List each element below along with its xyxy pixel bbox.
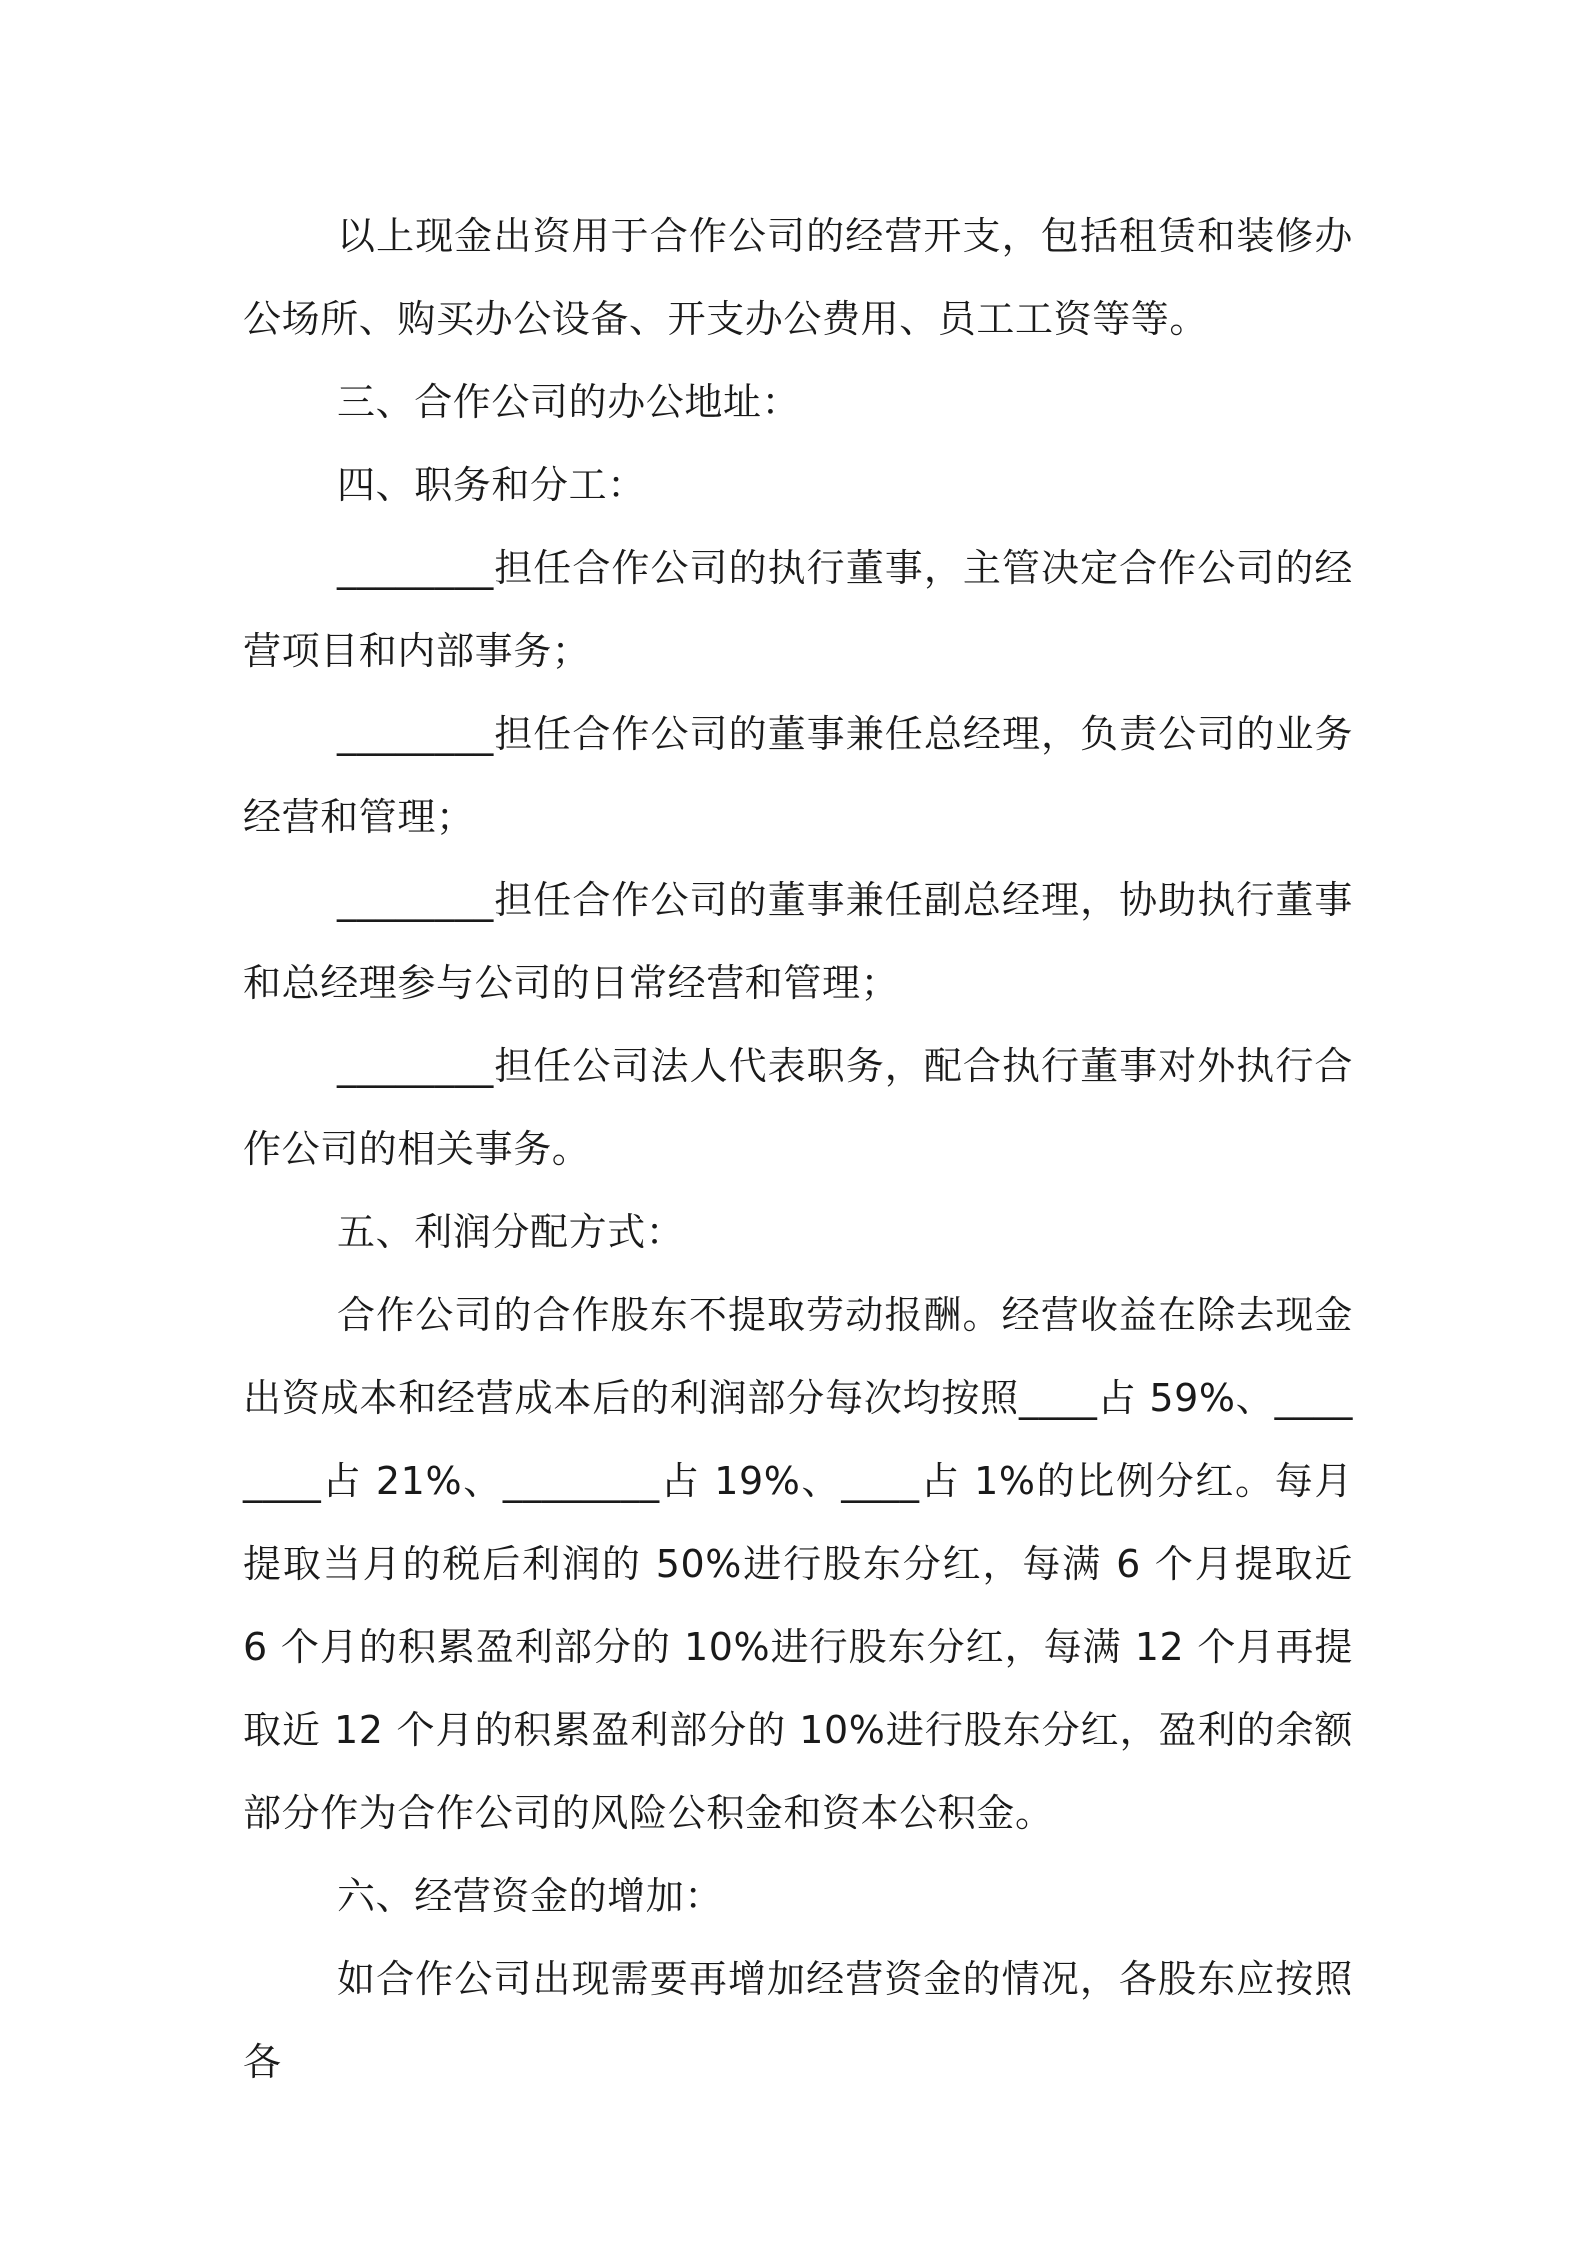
paragraph-executive-director: ________担任合作公司的执行董事，主管决定合作公司的经营项目和内部事务；: [243, 546, 1353, 673]
paragraph-cash-usage: 以上现金出资用于合作公司的经营开支，包括租赁和装修办公场所、购买办公设备、开支办公费用、员工工资等等。: [243, 214, 1353, 341]
section-heading-profit-distribution: 五、利润分配方式：: [337, 1210, 685, 1254]
document-page: [243, 195, 1353, 2104]
paragraph-profit-distribution: 合作公司的合作股东不提取劳动报酬。经营收益在除去现金出资成本和经营成本后的利润部分每次均按照____占 59%、________占 21%、________占 19%、____占 1%的比例分红。每月提取当月的税后利润的 50%进行股东分红，每满 6 个月提取近 6 个月的积累盈利部分的 10%进行股东分红，每满 12 个月再提取近 12 个月的积累盈利部分的 10%进行股东分红，盈利的余额部分作为合作公司的风险公积金和资本公积金。: [243, 1293, 1353, 1835]
paragraph-general-manager: ________担任合作公司的董事兼任总经理，负责公司的业务经营和管理；: [243, 712, 1353, 839]
paragraph-capital-increase: 如合作公司出现需要再增加经营资金的情况，各股东应按照各: [243, 1957, 1353, 2084]
paragraph-legal-representative: ________担任公司法人代表职务，配合执行董事对外执行合作公司的相关事务。: [243, 1044, 1353, 1171]
section-heading-office-address: 三、合作公司的办公地址：: [337, 380, 801, 424]
section-heading-capital-increase: 六、经营资金的增加：: [337, 1874, 724, 1918]
paragraph-deputy-manager: ________担任合作公司的董事兼任副总经理，协助执行董事和总经理参与公司的日常经营和管理；: [243, 878, 1353, 1005]
section-heading-duties: 四、职务和分工：: [337, 463, 646, 507]
